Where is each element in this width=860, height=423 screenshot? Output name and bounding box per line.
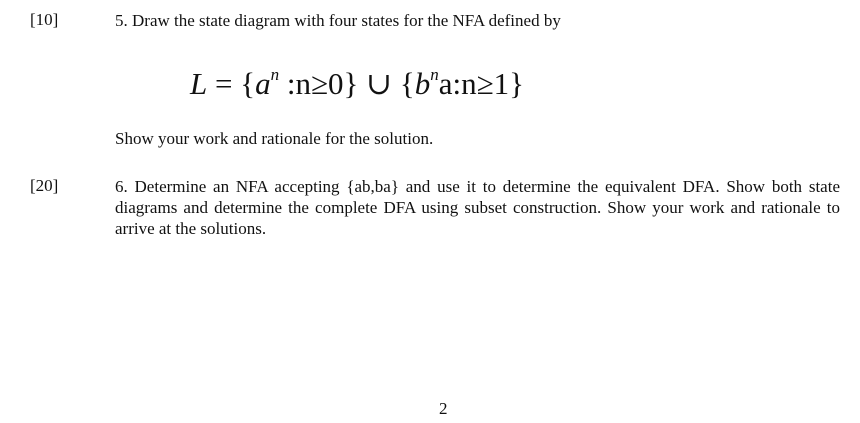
formula-equals: = bbox=[215, 66, 233, 101]
formula-open-brace-2: { bbox=[399, 66, 415, 101]
formula-a: a bbox=[255, 66, 271, 101]
formula-union: ∪ bbox=[366, 66, 393, 101]
formula-b: b bbox=[414, 66, 431, 101]
formula-condition-1: :n≥0} bbox=[286, 66, 359, 101]
formula-open-brace-1: { bbox=[240, 66, 256, 101]
language-formula bbox=[190, 66, 524, 102]
question-6-text: 6. Determine an NFA accepting {ab,ba} and use it to determine the equivalent DFA. Show both state diagrams and determine the complete DFA using subset construction. Show your work and rationale to arrive at the solutions. bbox=[115, 177, 840, 238]
formula-exponent-1: n bbox=[270, 64, 280, 84]
formula-condition-2: a:n≥1} bbox=[438, 66, 525, 101]
question-5-prompt: 5. Draw the state diagram with four states for the NFA defined by bbox=[115, 11, 561, 30]
question-5-points: [10] bbox=[30, 10, 59, 29]
question-5-followup: Show your work and rationale for the solution. bbox=[115, 129, 434, 148]
page-number: 2 bbox=[439, 399, 448, 418]
formula-exponent-2: n bbox=[430, 64, 439, 84]
question-6-points: [20] bbox=[30, 176, 59, 195]
formula-lhs: L bbox=[190, 66, 208, 101]
